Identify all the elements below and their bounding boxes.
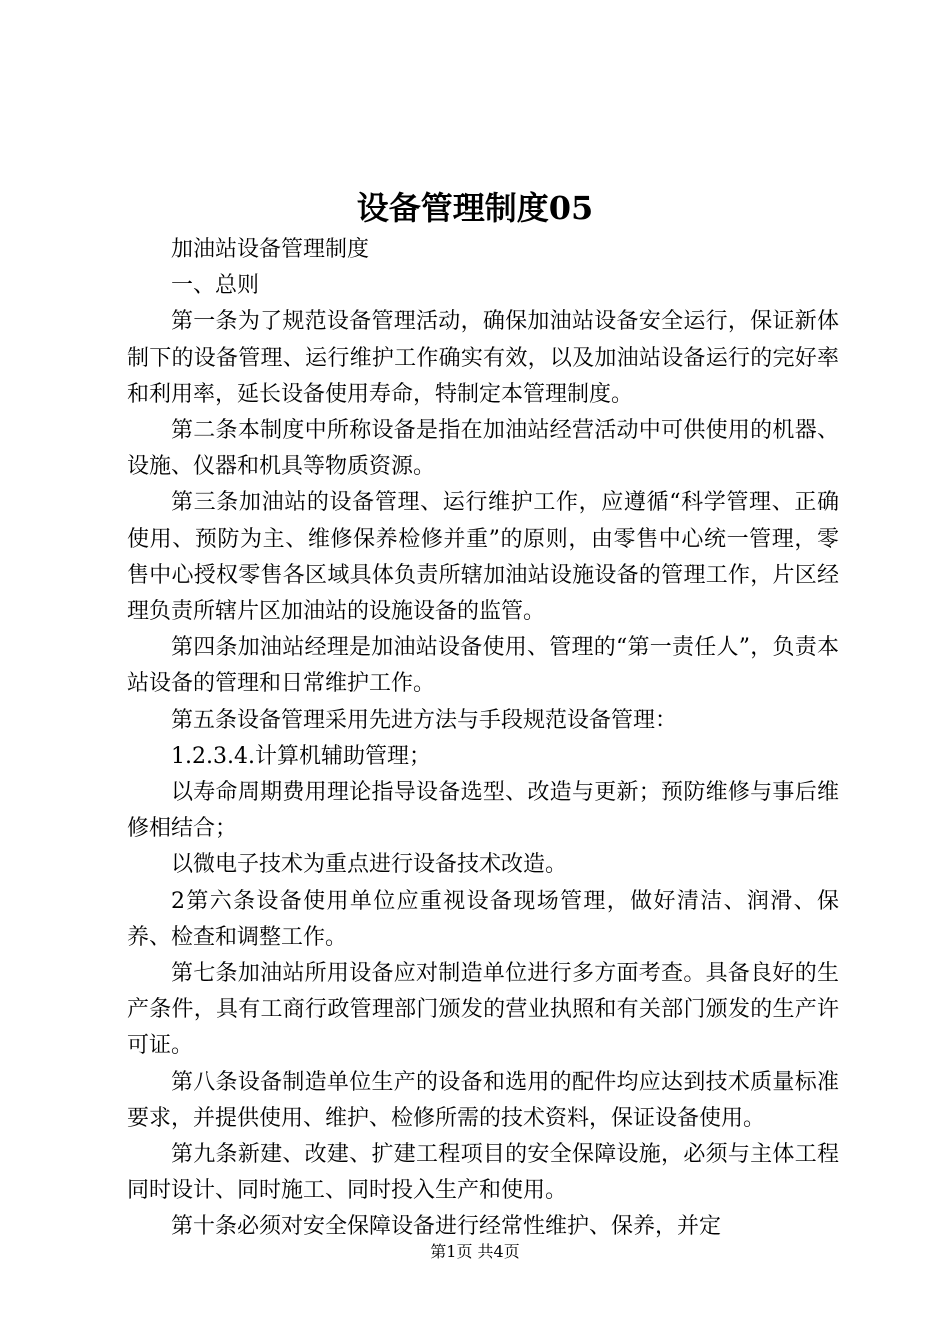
paragraph: 以寿命周期费用理论指导设备选型、改造与更新；预防维修与事后维修相结合； <box>127 780 839 842</box>
paragraph: 以微电子技术为重点进行设备技术改造。 <box>171 852 568 878</box>
paragraph: 第一条为了规范设备管理活动，确保加油站设备安全运行，保证新体制下的设备管理、运行维护工作确实有效，以及加油站设备运行的完好率和利用率，延长设备使用寿命，特制定本管理制度。 <box>127 309 839 407</box>
paragraph: 第八条设备制造单位生产的设备和选用的配件均应达到技术质量标准要求，并提供使用、维护、检修所需的技术资料，保证设备使用。 <box>127 1069 839 1131</box>
paragraph: 第七条加油站所用设备应对制造单位进行多方面考查。具备良好的生产条件，具有工商行政管理部门颁发的营业执照和有关部门颁发的生产许可证。 <box>127 961 839 1059</box>
document-title: 设备管理制度05 <box>356 189 594 227</box>
page-footer: 第1页 共4页 <box>430 1242 520 1261</box>
paragraph: 第二条本制度中所称设备是指在加油站经营活动中可供使用的机器、设施、仪器和机具等物质资源。 <box>127 418 839 480</box>
paragraph: 第十条必须对安全保障设备进行经常性维护、保养，并定 <box>171 1214 722 1240</box>
paragraph: 1.2.3.4.计算机辅助管理； <box>171 743 431 769</box>
paragraph: 2第六条设备使用单位应重视设备现场管理，做好清洁、润滑、保养、检查和调整工作。 <box>127 888 839 950</box>
document-body <box>127 232 839 1246</box>
paragraph: 第九条新建、改建、扩建工程项目的安全保障设施，必须与主体工程同时设计、同时施工、同时投入生产和使用。 <box>127 1142 839 1204</box>
paragraph: 加油站设备管理制度 <box>171 237 370 262</box>
paragraph: 第四条加油站经理是加油站设备使用、管理的“第一责任人”，负责本站设备的管理和日常维护工作。 <box>127 635 839 697</box>
paragraph: 第五条设备管理采用先进方法与手段规范设备管理： <box>171 707 678 733</box>
paragraph: 第三条加油站的设备管理、运行维护工作，应遵循“科学管理、正确使用、预防为主、维修保养检修并重”的原则，由零售中心统一管理，零售中心授权零售各区域具体负责所辖加油站设施设备的管理工作，片区经理负责所辖片区加油站的设施设备的监管。 <box>127 490 839 625</box>
paragraph: 一、总则 <box>171 273 260 299</box>
